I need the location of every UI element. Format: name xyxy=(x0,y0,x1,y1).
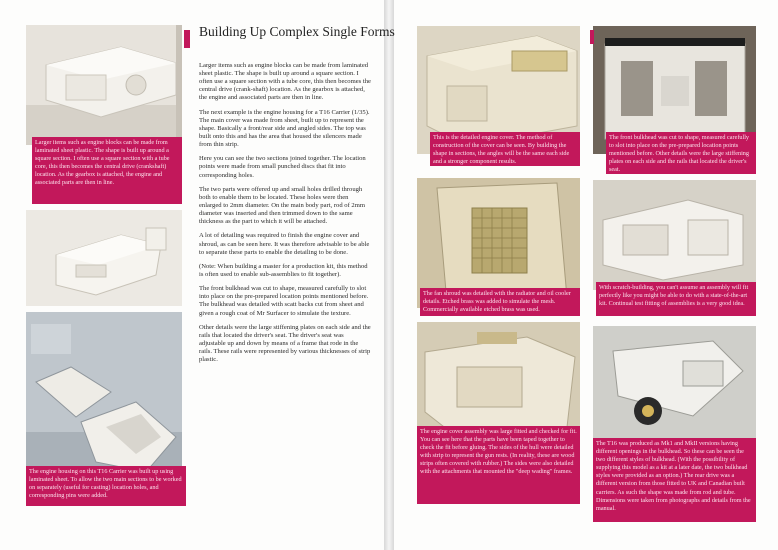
page-title: Building Up Complex Single Forms xyxy=(199,24,395,39)
caption-bulkhead-versions: The T16 was produced as Mk1 and MkII versions having different openings in the bulkhead. So these can be seen the two different styles of bulkhead. (With the possibility of supplying this model as a kit at a later date, the two bulkhead styles were provided as an option.) The rear drive was a different version from those fitted to UK and Canadian built carriers. As such the shape was made from rod and tube. Dimensions were taken from photographs and details from the manual. xyxy=(593,438,756,522)
body-paragraph: Larger items such as engine blocks can be made from laminated sheet plastic. The shape is built up around a square section. I often use a square section with a tube core, this then becomes the central drive (crank-shaft) location. As the gearbox is attached, the engine and associated parts are then in line. xyxy=(199,62,371,102)
caption-engine-cover: This is the detailed engine cover. The method of construction of the cover can be seen. By building the shape in sections, the angles will be the same each side and a stronger component results. xyxy=(430,132,580,166)
body-paragraph: (Note: When building a master for a production kit, this method is often used to enable sub-assemblies to fit together). xyxy=(199,262,368,278)
photo-cover-assembly xyxy=(417,322,580,442)
left-page-bookmark xyxy=(184,30,190,48)
body-paragraph: The front bulkhead was cut to shape, measured carefully to slot into place on the pre-prepared location points mentioned before. The bulkhead was detailed with scatt backs cut from sheet and given a rough coat of Mr Surfacer to simulate the texture. xyxy=(199,285,369,317)
caption-engine-block: Larger items such as engine blocks can be made from laminated sheet plastic. The shape is built up around a square section. I often use a square section with a tube core, this then becomes the central drive (crankshaft) location. As the gearbox is attached, the engine and associated parts are then in line. xyxy=(32,137,182,204)
caption-cover-assembly: The engine cover assembly was large fitted and checked for fit. You can see here that the parts have been taped together to check the fit before gluing. The sides of the hull were detailed with strip to represent the gun rests. (In reality, these are wood strips often covered with rubber.) The sides were also detailed with the attachments that mounted the "deep wading" frames. xyxy=(417,426,580,504)
right-page-bookmark xyxy=(590,30,594,44)
caption-engine-housing: The engine housing on this T16 Carrier was built up using laminated sheet. To allow the two main sections to be worked on separately (useful for casting) location holes, and corresponding pins were added. xyxy=(26,466,186,506)
body-paragraph: A lot of detailing was required to finish the engine cover and shroud, as can be seen here. It was therefore advisable to be able to separate these parts to enable the detailing to be done. xyxy=(199,232,370,256)
caption-fan-shroud: The fan shroud was detailed with the radiator and oil cooler details. Etched brass was added to simulate the mesh. Commercially available etched brass was used. xyxy=(420,288,580,316)
body-paragraph: The two parts were offered up and small holes drilled through both to enable them to be located. These holes were then enlarged to 2mm diameter. On the main body part, rod of 2mm diameter was inserted and then trimmed down to the same thickness as the part to which it will be attached. xyxy=(199,185,365,226)
photo-engine-housing xyxy=(26,210,182,306)
body-paragraph: The next example is the engine housing for a T16 Carrier (1/35). The main cover was made from sheet, built up to represent the shape. Basically a front/rear side and angled sides. The top was built onto this and has the area that housed the silencers made from thin strip. xyxy=(199,108,370,149)
body-paragraph: Here you can see the two sections joined together. The location points were made from small punched discs that fit into corresponding holes. xyxy=(199,155,366,179)
photo-engine-block xyxy=(26,25,182,145)
page-gutter xyxy=(384,0,394,550)
caption-front-bulkhead: The front bulkhead was cut to shape, measured carefully to slot into place on the pre-prepared location points mentioned before. Other details were the large stiffening plates on each side and the rails that located the driver's seat. xyxy=(606,132,756,174)
photo-test-fitting xyxy=(593,180,756,290)
body-paragraph: Other details were the large stiffening plates on each side and the rails that located the driver's seat. The driver's seat was adjustable up and down by means of a frame that rode in the rails. These rails were represented by various thicknesses of strip plastic. xyxy=(199,323,371,364)
article-body xyxy=(199,62,371,371)
photo-bulkhead-versions xyxy=(593,326,756,446)
caption-test-fitting: With scratch-building, you can't assume an assembly will fit perfectly like you might be able to do with a state-of-the-art kit. Continual test fitting of assemblies is a very good idea. xyxy=(596,282,756,316)
